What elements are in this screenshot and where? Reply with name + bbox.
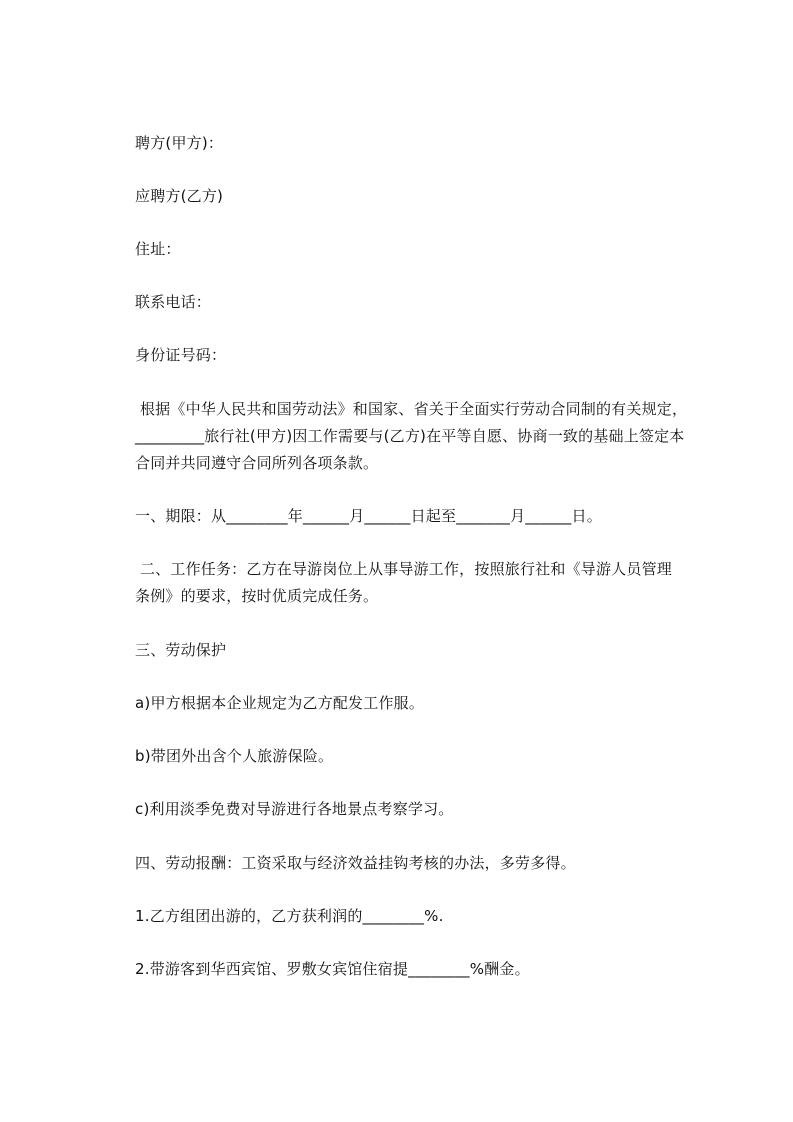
preamble-line-2: _________旅行社(甲方)因工作需要与(乙方)在平等自愿、协商一致的基础上签定本 [135, 427, 685, 445]
protection-item-b: b)带团外出含个人旅游保险。 [135, 747, 334, 765]
clause-duties-line-1: 二、工作任务：乙方在导游岗位上从事导游工作，按照旅行社和《导游人员管理 [135, 560, 672, 578]
protection-item-c: c)利用淡季免费对导游进行各地景点考察学习。 [135, 800, 454, 818]
employee-label: 应聘方(乙方) [135, 187, 224, 205]
clause-pay-heading: 四、劳动报酬：工资采取与经济效益挂钩考核的办法，多劳多得。 [135, 854, 576, 872]
preamble-line-1: 根据《中华人民共和国劳动法》和国家、省关于全面实行劳动合同制的有关规定， [135, 400, 688, 418]
id-number-label: 身份证号码： [135, 346, 227, 364]
employer-label: 聘方(甲方)： [135, 134, 224, 152]
pay-item-2: 2.带游客到华西宾馆、罗敷女宾馆住宿提________%酬金。 [135, 960, 530, 978]
preamble-line-3: 合同并共同遵守合同所列各项条款。 [135, 454, 379, 472]
clause-duties-line-2: 条例》的要求，按时优质完成任务。 [135, 587, 379, 605]
clause-protection-heading: 三、劳动保护 [135, 641, 227, 659]
address-label: 住址： [135, 240, 181, 258]
protection-item-a: a)甲方根据本企业规定为乙方配发工作服。 [135, 694, 425, 712]
clause-term: 一、期限：从________年______月______日起至_______月______日。 [135, 507, 602, 525]
phone-label: 联系电话： [135, 293, 212, 311]
pay-item-1: 1.乙方组团出游的，乙方获利润的________%. [135, 907, 444, 925]
